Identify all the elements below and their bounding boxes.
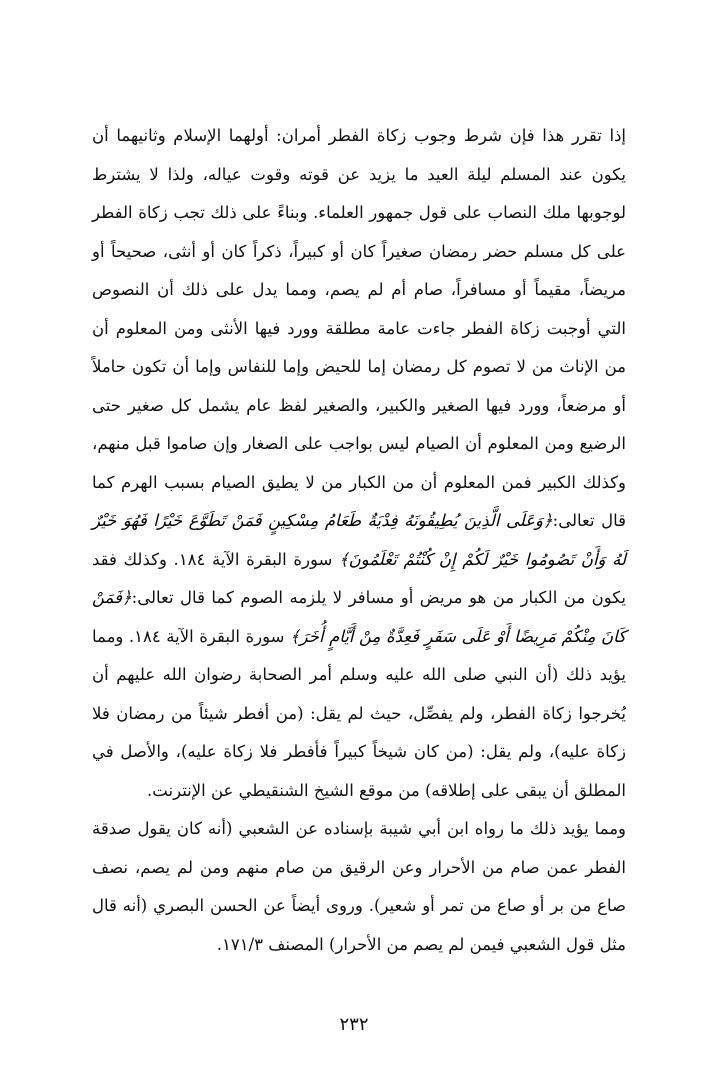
paragraph-1: [92, 117, 626, 810]
paragraph-2: ومما يؤيد ذلك ما رواه ابن أبي شيبة بإسناده عن الشعبي (أنه كان يقول صدقة الفطر عمن صام من الأحرار وعن الرقيق من صام منهم ومن لم يصم، نصف صاع من بر أو صاع من تمر أو شعير). وروى أيضاً عن الحسن البصري (أنه قال مثل قول الشعبي فيمن لم يصم من الأحرار) المصنف ١٧١/٣.: [92, 819, 626, 954]
quran-verse-2: ﴿فَمَنْ كَانَ مِنْكُمْ مَرِيضًا أَوْ عَلَى سَفَرٍ فَعِدَّةٌ مِنْ أَيَّامٍ أُخَرَ﴾: [92, 588, 626, 646]
paragraph-1-intro: إذا تقرر هذا فإن شرط وجوب زكاة الفطر أمران: أولهما الإسلام وثانيهما أن يكون عند المسلم ليلة العيد ما يزيد عن قوته وقوت عياله، ولذا لا يشترط لوجوبها ملك النصاب على قول جمهور العلماء. وبناءً على ذلك تجب زكاة الفطر على كل مسلم حضر رمضان صغيراً كان أو كبيراً، ذكراً كان أو أنثى، صحيحاً أو مريضاً، مقيماً أو مسافراً، صام أم لم يصم، ومما يدل على ذلك أن النصوص التي أوجبت زكاة الفطر جاءت عامة مطلقة وورد فيها الأنثى ومن المعلوم أن من الإناث من لا تصوم كل رمضان إما للحيض وإما للنفاس وإما أن تكون حاملاً أو مرضعاً، وورد فيها الصغير والكبير، والصغير لفظ عام يشمل كل صغير حتى الرضيع ومن المعلوم أن الصيام ليس بواجب على الصغار وإن صاموا قبل منهم، وكذلك الكبير فمن المعلوم أن من الكبار من لا يطيق الصيام بسبب الهرم كما قال تعالى:: [92, 126, 626, 530]
body-text: [92, 117, 626, 964]
verse-1-reference: سورة البقرة الآية ١٨٤. وكذلك فقد يكون من الكبار من هو مريض أو مسافر لا يلزمه الصوم كما قال تعالى:: [92, 549, 626, 607]
page-number: ٢٣٢: [339, 1014, 369, 1035]
verse-2-reference-and-continuation: سورة البقرة الآية ١٨٤. ومما يؤيد ذلك (أن النبي صلى الله عليه وسلم أمر الصحابة رضوان الله عليهم أن يُخرجوا زكاة الفطر، ولم يفصِّل، حيث لم يقل: (من أفطر شيئاً من رمضان فلا زكاة عليه)، ولم يقل: (من كان شيخاً كبيراً فأفطر فلا زكاة عليه)، والأصل في المطلق أن يبقى على إطلاقه) من موقع الشيخ الشنقيطي عن الإنترنت.: [92, 626, 626, 800]
quran-verse-1: ﴿وَعَلَى الَّذِينَ يُطِيقُونَهُ فِدْيَةٌ طَعَامُ مِسْكِينٍ فَمَنْ تَطَوَّعَ خَيْرًا فَهُوَ خَيْرٌ لَهُ وَأَنْ تَصُومُوا خَيْرٌ لَكُمْ إِنْ كُنْتُمْ تَعْلَمُونَ﴾: [92, 511, 627, 569]
